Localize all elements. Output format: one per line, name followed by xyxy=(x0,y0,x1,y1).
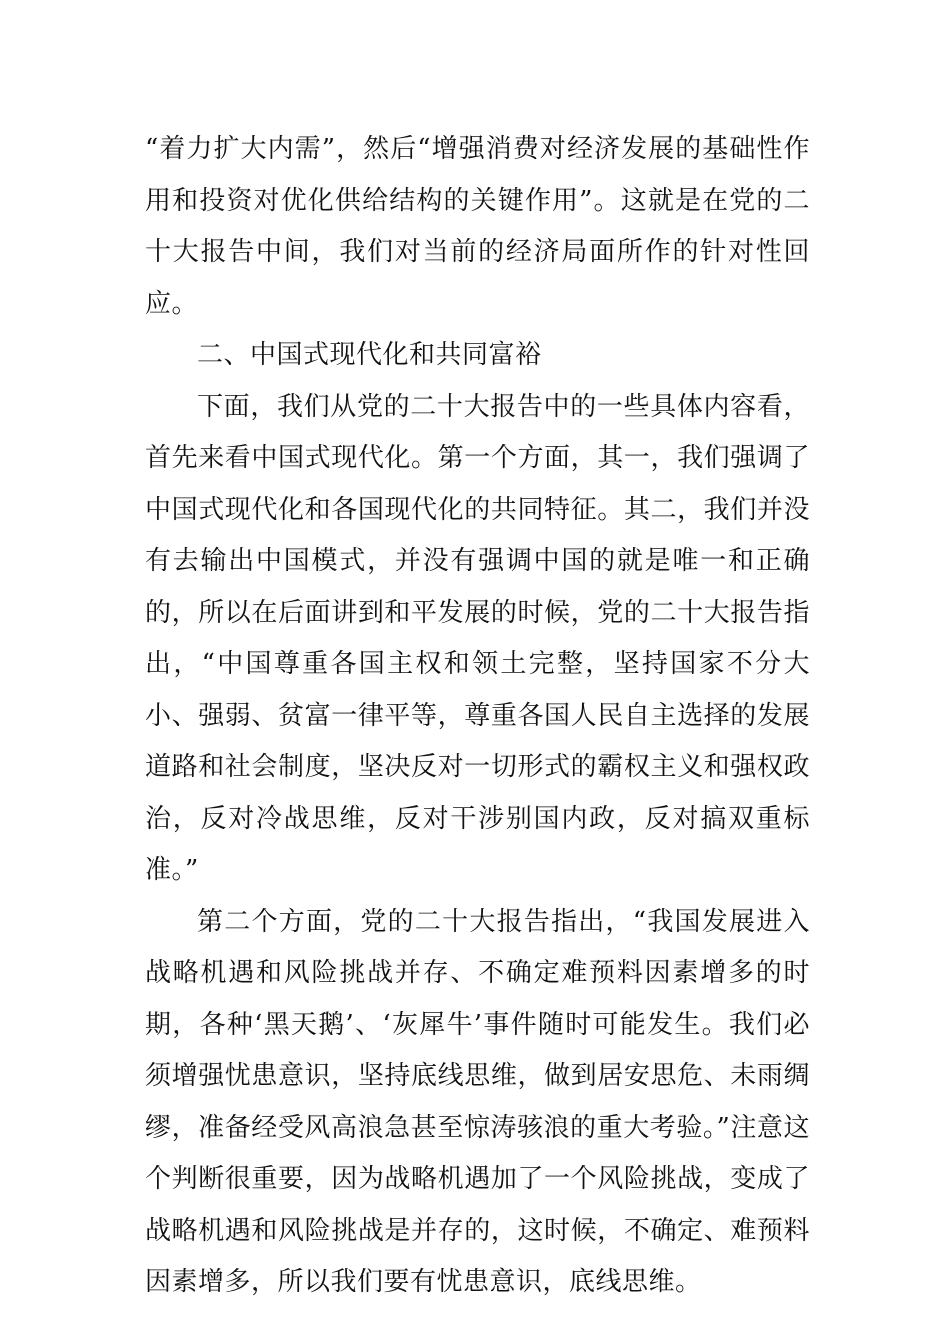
paragraph-continuation: “着力扩大内需”，然后“增强消费对经济发展的基础性作用和投资对优化供给结构的关键作用”。这就是在党的二十大报告中间，我们对当前的经济局面所作的针对性回应。 xyxy=(145,134,810,319)
section-heading: 二、中国式现代化和共同富裕 xyxy=(197,340,542,370)
paragraph: 第二个方面，党的二十大报告指出，“我国发展进入战略机遇和风险挑战并存、不确定难预料因素增多的时期，各种‘黑天鹅’、‘灰犀牛’事件随时可能发生。我们必须增强忧患意识，坚持底线思维，做到居安思危、未雨绸缪，准备经受风高浪急甚至惊涛骇浪的重大考验。”注意这个判断很重要，因为战略机遇加了一个风险挑战，变成了战略机遇和风险挑战是并存的，这时候，不确定、难预料因素增多，所以我们要有忧患意识，底线思维。 xyxy=(145,906,810,1297)
paragraph: 下面，我们从党的二十大报告中的一些具体内容看，首先来看中国式现代化。第一个方面，其一，我们强调了中国式现代化和各国现代化的共同特征。其二，我们并没有去输出中国模式，并没有强调中国的就是唯一和正确的，所以在后面讲到和平发展的时候，党的二十大报告指出，“中国尊重各国主权和领土完整，坚持国家不分大小、强弱、贫富一律平等，尊重各国人民自主选择的发展道路和社会制度，坚决反对一切形式的霸权主义和强权政治，反对冷战思维，反对干涉别国内政，反对搞双重标准。” xyxy=(145,391,810,885)
document-body xyxy=(145,124,810,1309)
